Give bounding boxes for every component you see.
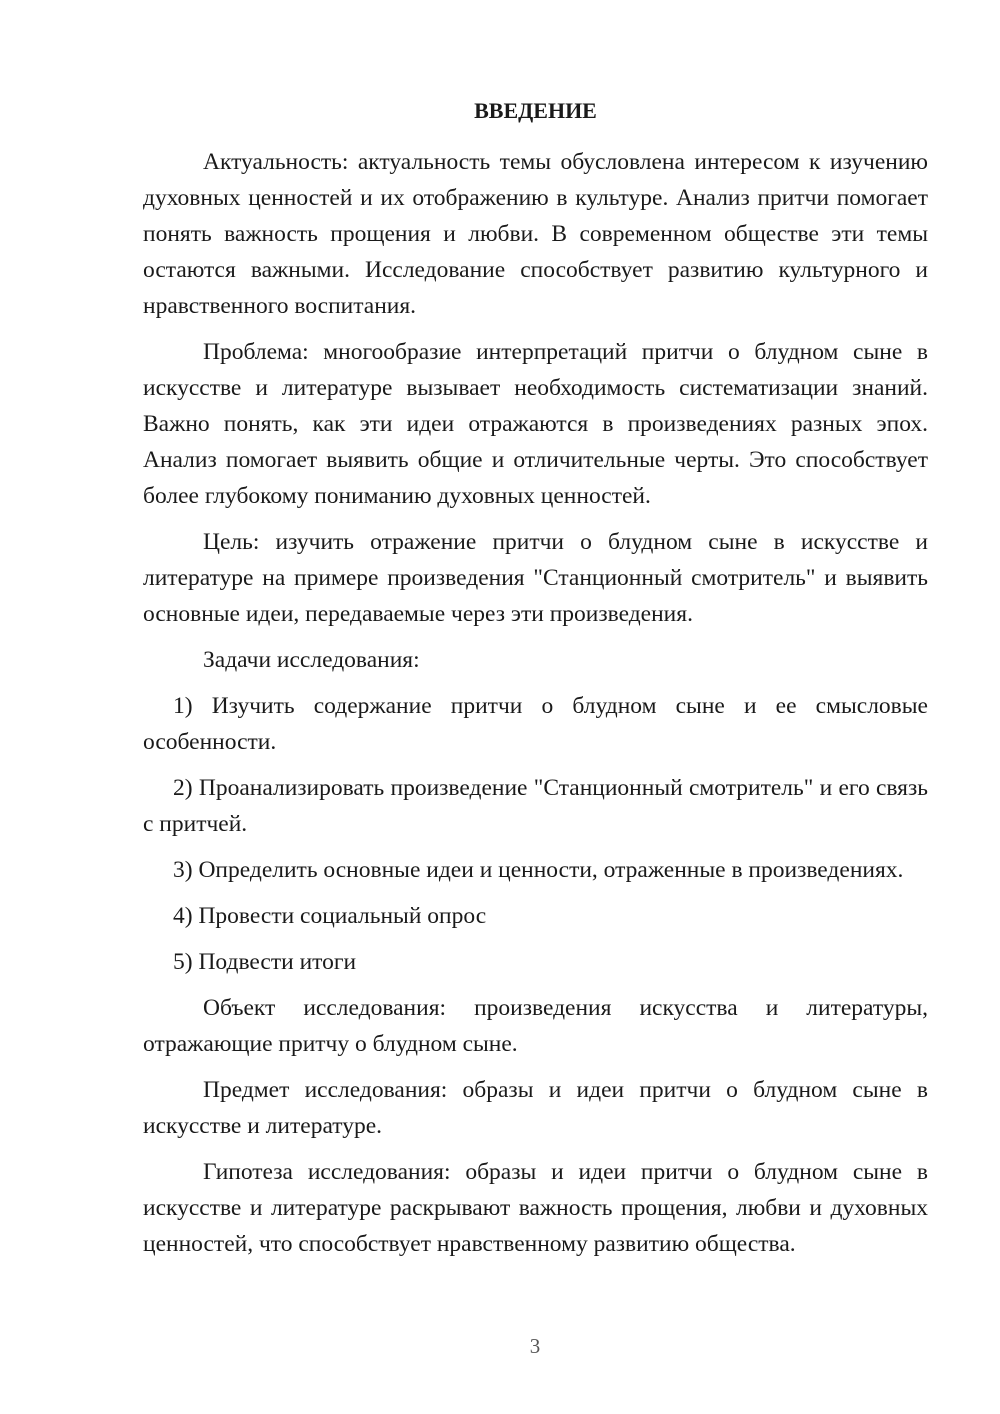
task-item-5: 5) Подвести итоги (173, 949, 357, 975)
tasks-heading: Задачи исследования: (203, 647, 420, 673)
page-title: ВВЕДЕНИЕ (474, 98, 597, 123)
task-item-4: 4) Провести социальный опрос (173, 903, 487, 929)
paragraph-subject: Предмет исследования: образы и идеи притчи о блудном сыне в искусстве и литературе. (143, 1077, 928, 1139)
paragraph-hypothesis: Гипотеза исследования: образы и идеи притчи о блудном сыне в искусстве и литературе раскрывают важность прощения, любви и духовных ценностей, что способствует нравственному развитию общества. (143, 1159, 928, 1257)
page-number: 3 (529, 1334, 541, 1358)
paragraph-relevance: Актуальность: актуальность темы обусловлена интересом к изучению духовных ценностей и их отображению в культуре. Анализ притчи помогает понять важность прощения и любви. В современном обществе эти темы остаются важными. Исследование способствует развитию культурного и нравственного воспитания. (143, 149, 928, 319)
task-item-3: 3) Определить основные идеи и ценности, отраженные в произведениях. (173, 857, 904, 883)
paragraph-problem: Проблема: многообразие интерпретаций притчи о блудном сыне в искусстве и литературе вызывает необходимость систематизации знаний. Важно понять, как эти идеи отражаются в произведениях разных эпох. Анализ помогает выявить общие и отличительные черты. Это способствует более глубокому пониманию духовных ценностей. (143, 339, 928, 509)
paragraph-goal: Цель: изучить отражение притчи о блудном сыне в искусстве и литературе на примере произведения "Станционный смотритель" и выявить основные идеи, передаваемые через эти произведения. (143, 529, 928, 627)
paragraph-object: Объект исследования: произведения искусства и литературы, отражающие притчу о блудном сыне. (143, 995, 928, 1057)
task-item-1: 1) Изучить содержание притчи о блудном сыне и ее смысловые особенности. (143, 693, 928, 755)
document-body (143, 144, 928, 1272)
task-item-2: 2) Проанализировать произведение "Станционный смотритель" и его связь с притчей. (143, 775, 928, 837)
